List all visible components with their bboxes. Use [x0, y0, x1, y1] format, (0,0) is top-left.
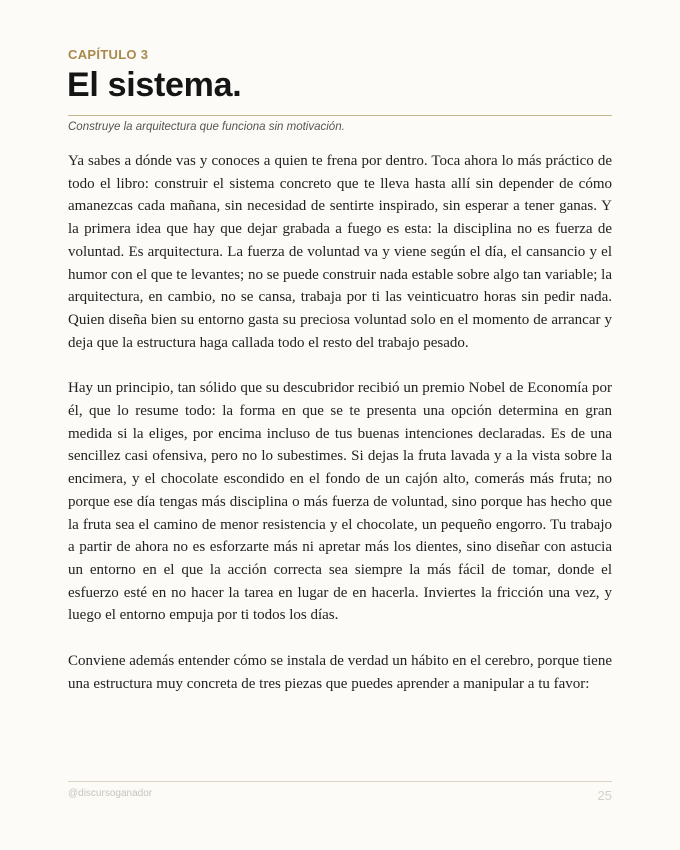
paragraph: Ya sabes a dónde vas y conoces a quien te frena por dentro. Toca ahora lo más práctico de todo el libro: construir el sistema concreto que te lleva hasta allí sin depender de cómo amanezcas cada mañana, sin necesidad de sentirte inspirado, sin esperar a tener ganas. Y la primera idea que hay que dejar grabada a fuego es esta: la disciplina no es fuerza de voluntad. Es arquitectura. La fuerza de voluntad va y viene según el día, el cansancio y el humor con el que te levantes; no se puede construir nada estable sobre algo tan variable; la arquitectura, en cambio, no se cansa, trabaja por ti las veinticuatro horas sin pedir nada. Quien diseña bien su entorno gasta su preciosa voluntad solo en el momento de arrancar y deja que la estructura haga callada todo el resto del trabajo pesado. [68, 153, 612, 351]
chapter-label: CAPÍTULO 3 [68, 47, 149, 62]
header-divider [68, 115, 612, 116]
paragraph: Hay un principio, tan sólido que su descubridor recibió un premio Nobel de Economía por él, que lo resume todo: la forma en que se te presenta una opción determina en gran medida si la eliges, por encima incluso de tus buenas intenciones declaradas. Es de una sencillez casi ofensiva, pero no lo subestimes. Si dejas la fruta lavada y a la vista sobre la encimera, y el chocolate escondido en el fondo de un cajón alto, comerás más fruta; no porque ese día tengas más disciplina o más fuerza de voluntad, sino porque has hecho que la fruta sea el camino de menor resistencia y el chocolate, un pequeño engorro. Tu trabajo a partir de ahora no es esforzarte más ni apretar más los dientes, sino diseñar con astucia un entorno en el que la acción correcta sea siempre la más fácil de tomar, donde el esfuerzo esté en no hacer la tarea en lugar de en hacerla. Inviertes la fricción una vez, y luego el entorno empuja por ti todos los días. [68, 380, 612, 624]
paragraph: Conviene además entender cómo se instala de verdad un hábito en el cerebro, porque tiene una estructura muy concreta de tres piezas que puedes aprender a manipular a tu favor: [68, 653, 612, 692]
footer-handle: @discursoganador [68, 788, 153, 799]
footer-divider [68, 781, 612, 782]
chapter-subtitle: Construye la arquitectura que funciona sin motivación. [68, 121, 345, 133]
body-text [68, 150, 612, 718]
page-title: El sistema. [67, 66, 242, 104]
page-number: 25 [597, 788, 612, 803]
